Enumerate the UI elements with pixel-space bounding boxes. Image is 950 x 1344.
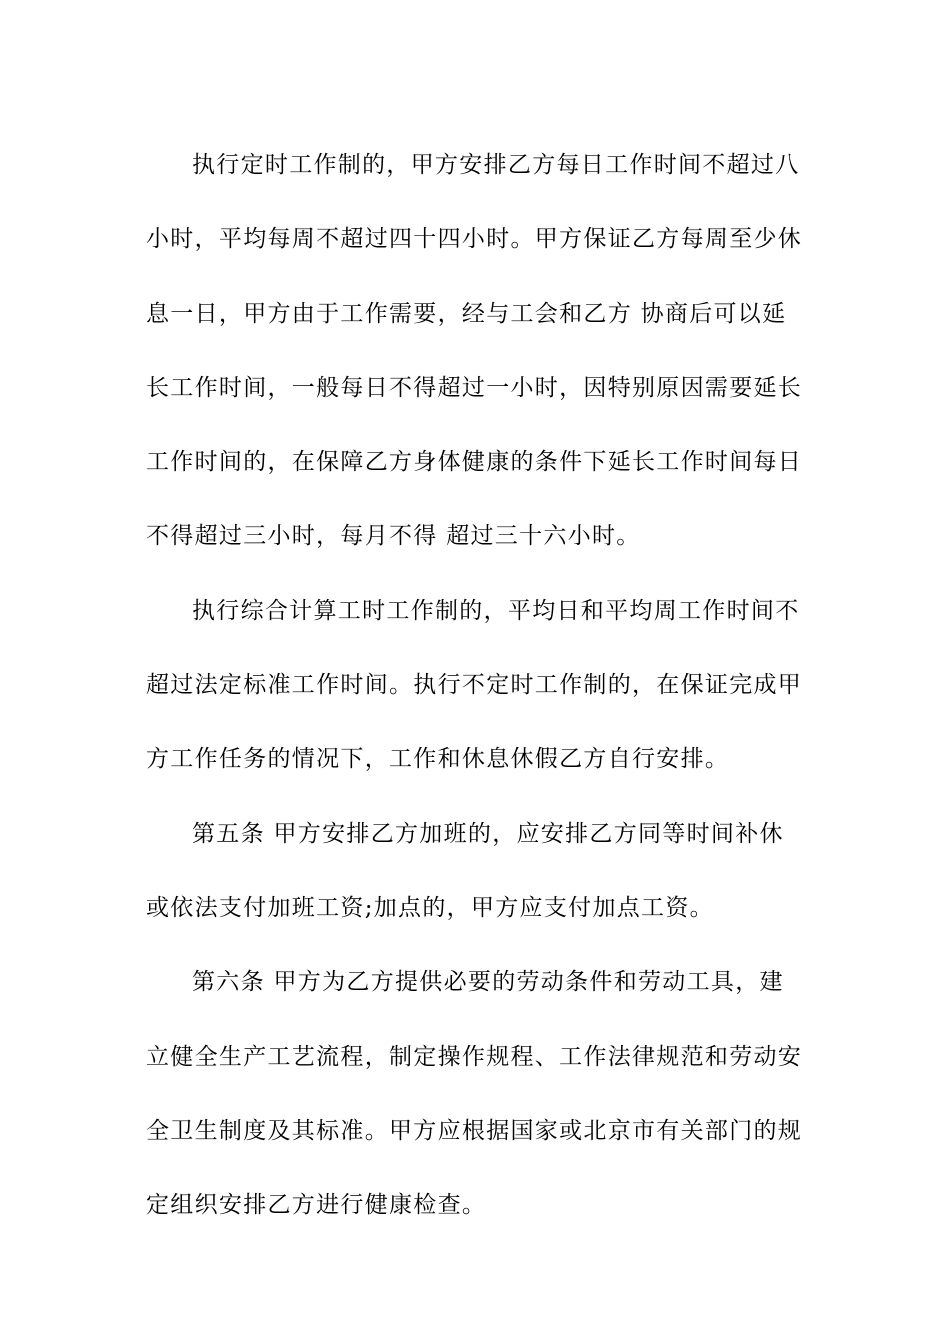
paragraph-working-hours: 执行定时工作制的，甲方安排乙方每日工作时间不超过八小时，平均每周不超过四十四小时。甲方保证乙方每周至少休息一日，甲方由于工作需要，经与工会和乙方 协商后可以延长工作时间，一般每日不得超过一小时，因特别原因需要延长工作时间的，在保障乙方身体健康的条件下延长工作时间每日不得超过三小时，每月不得 超过三十六小时。 — [146, 152, 803, 550]
paragraph-article-five: 第五条 甲方安排乙方加班的，应安排乙方同等时间补休或依法支付加班工资;加点的，甲方应支付加点工资。 — [146, 820, 784, 921]
paragraph-article-six: 第六条 甲方为乙方提供必要的劳动条件和劳动工具，建立健全生产工艺流程，制定操作规程、工作法律规范和劳动安全卫生制度及其标准。甲方应根据国家或北京市有关部门的规定组织安排乙方进行健康检查。 — [146, 969, 803, 1219]
paragraph-comprehensive-hours: 执行综合计算工时工作制的，平均日和平均周工作时间不超过法定标准工作时间。执行不定时工作制的，在保证完成甲方工作任务的情况下，工作和休息休假乙方自行安排。 — [146, 597, 803, 773]
document-body — [146, 128, 806, 1242]
